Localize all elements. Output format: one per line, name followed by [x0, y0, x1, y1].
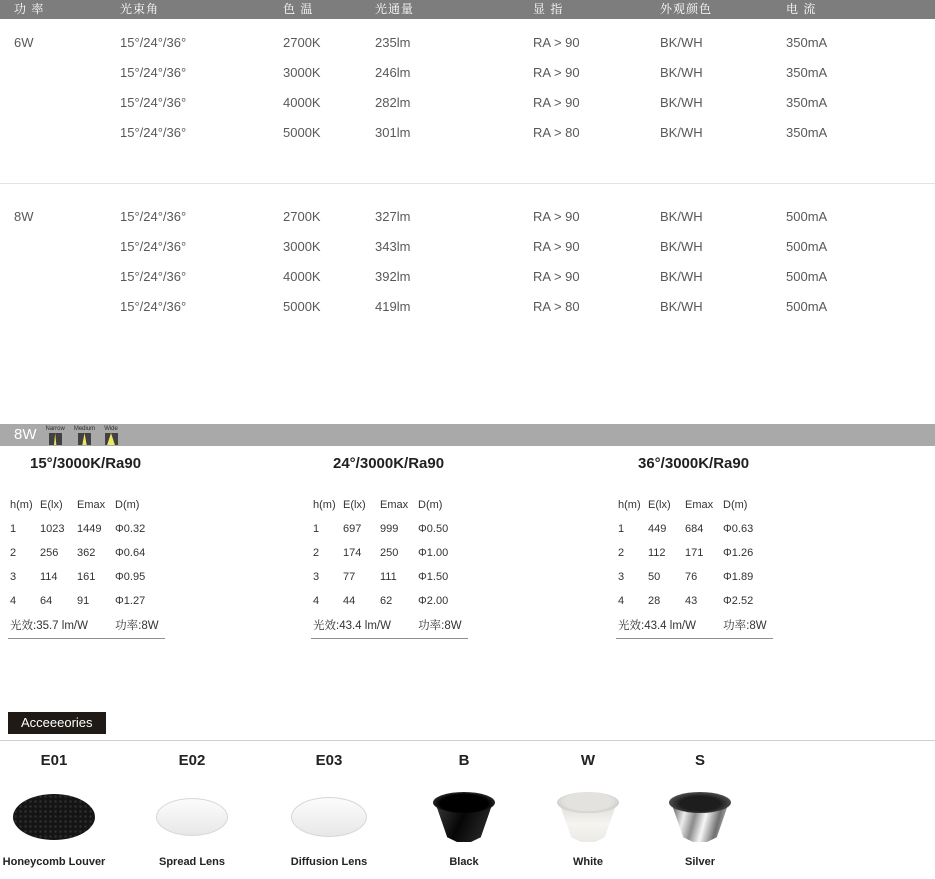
table-row — [0, 517, 300, 541]
photometric-header-row — [0, 493, 300, 517]
current-cell: 500mA — [786, 209, 828, 224]
spec-group-8w — [0, 202, 935, 322]
col-header-emax: Emax — [685, 499, 714, 511]
cri-cell: RA > 80 — [533, 299, 580, 314]
photometric-table-24deg — [303, 455, 603, 639]
photometric-table-36deg — [608, 455, 908, 639]
table-row — [0, 262, 935, 292]
d-cell: Φ2.00 — [418, 595, 449, 607]
photometric-footer — [311, 617, 468, 639]
accessory-item-e02 — [127, 752, 257, 868]
accessory-caption: Silver — [685, 856, 715, 868]
emax-cell: 43 — [685, 595, 698, 607]
h-cell: 1 — [618, 523, 625, 535]
d-cell: Φ1.00 — [418, 547, 449, 559]
accessory-code: E03 — [315, 752, 343, 769]
accessory-caption: Honeycomb Louver — [2, 856, 106, 868]
emax-cell: 362 — [77, 547, 96, 559]
power-cell — [14, 292, 120, 322]
photometric-footer — [616, 617, 773, 639]
col-header-d: D(m) — [723, 499, 748, 511]
reflector-rim — [669, 792, 731, 813]
accessory-item-w — [523, 752, 653, 868]
accessory-image — [523, 786, 653, 848]
white-reflector-image — [557, 792, 619, 842]
table-row — [0, 232, 935, 262]
col-header-finish: 外观颜色 — [660, 2, 713, 16]
reflector-rim — [557, 792, 619, 813]
table-row — [303, 517, 603, 541]
power-cell — [14, 58, 120, 88]
cct-cell: 4000K — [283, 95, 321, 110]
table-row — [608, 517, 908, 541]
narrow-beam-icon — [49, 433, 62, 445]
e-cell: 77 — [343, 571, 356, 583]
h-cell: 3 — [10, 571, 17, 583]
finish-cell: BK/WH — [660, 239, 703, 254]
cri-cell: RA > 90 — [533, 209, 580, 224]
e-cell: 697 — [343, 523, 362, 535]
table-row — [0, 541, 300, 565]
finish-cell: BK/WH — [660, 299, 703, 314]
photometric-table-title: 15°/3000K/Ra90 — [30, 455, 142, 472]
table-row — [0, 589, 300, 613]
beam-triangle — [105, 433, 118, 445]
finish-cell: BK/WH — [660, 65, 703, 80]
col-header-h: h(m) — [313, 499, 336, 511]
accessory-code: E01 — [40, 752, 68, 769]
beam-angle-cell: 15°/24°/36° — [120, 125, 187, 140]
reflector-rim — [433, 792, 495, 813]
spec-table-header — [0, 0, 935, 19]
d-cell: Φ2.52 — [723, 595, 754, 607]
beam-angle-cell: 15°/24°/36° — [120, 239, 187, 254]
accessory-code: E02 — [178, 752, 206, 769]
emax-cell: 999 — [380, 523, 399, 535]
photometric-table-title: 36°/3000K/Ra90 — [638, 455, 750, 472]
emax-cell: 171 — [685, 547, 704, 559]
cct-cell: 2700K — [283, 35, 321, 50]
cct-cell: 5000K — [283, 299, 321, 314]
col-header-emax: Emax — [380, 499, 409, 511]
emax-cell: 684 — [685, 523, 704, 535]
d-cell: Φ0.64 — [115, 547, 146, 559]
photometric-section — [0, 455, 935, 655]
current-cell: 500mA — [786, 239, 828, 254]
flux-cell: 282lm — [375, 95, 411, 110]
e-cell: 112 — [648, 547, 666, 559]
current-cell: 350mA — [786, 95, 828, 110]
col-header-d: D(m) — [115, 499, 140, 511]
col-header-cct: 色 温 — [283, 2, 314, 16]
table-row — [0, 28, 935, 58]
power-cell — [14, 232, 120, 262]
beam-angle-cell: 15°/24°/36° — [120, 299, 187, 314]
table-row — [303, 565, 603, 589]
current-cell: 500mA — [786, 269, 828, 284]
emax-cell: 76 — [685, 571, 698, 583]
cct-cell: 5000K — [283, 125, 321, 140]
e-cell: 256 — [40, 547, 59, 559]
e-cell: 64 — [40, 595, 53, 607]
emax-cell: 1449 — [77, 523, 102, 535]
col-header-h: h(m) — [10, 499, 33, 511]
photometric-header-row — [608, 493, 908, 517]
accessory-code: S — [694, 752, 705, 769]
cct-cell: 4000K — [283, 269, 321, 284]
flux-cell: 343lm — [375, 239, 411, 254]
power-cell: 8W — [14, 209, 34, 224]
cri-cell: RA > 90 — [533, 95, 580, 110]
honeycomb-louver-image — [13, 794, 95, 840]
flux-cell: 235lm — [375, 35, 411, 50]
beam-angle-cell: 15°/24°/36° — [120, 209, 187, 224]
diffusion-lens-image — [291, 797, 367, 837]
table-row — [0, 118, 935, 148]
col-header-e: E(lx) — [343, 499, 366, 511]
efficacy-text: 光效:43.4 lm/W — [313, 620, 391, 632]
beam-section-bar — [0, 424, 935, 446]
accessory-caption: Diffusion Lens — [290, 856, 368, 868]
cri-cell: RA > 90 — [533, 65, 580, 80]
power-cell: 6W — [14, 35, 34, 50]
beam-icon-label: Narrow — [45, 426, 65, 432]
table-row — [0, 58, 935, 88]
power-text: 功率:8W — [115, 620, 159, 632]
table-row — [303, 541, 603, 565]
flux-cell: 246lm — [375, 65, 411, 80]
beam-triangle — [78, 433, 91, 445]
table-row — [0, 565, 300, 589]
h-cell: 2 — [10, 547, 17, 559]
spread-lens-image — [156, 798, 228, 836]
flux-cell: 327lm — [375, 209, 411, 224]
cri-cell: RA > 90 — [533, 269, 580, 284]
flux-cell: 419lm — [375, 299, 411, 314]
emax-cell: 161 — [77, 571, 96, 583]
finish-cell: BK/WH — [660, 125, 703, 140]
table-row — [0, 292, 935, 322]
current-cell: 350mA — [786, 125, 828, 140]
beam-angle-cell: 15°/24°/36° — [120, 95, 187, 110]
accessory-caption: Black — [449, 856, 479, 868]
photometric-table-title: 24°/3000K/Ra90 — [333, 455, 445, 472]
h-cell: 3 — [618, 571, 625, 583]
table-row — [608, 541, 908, 565]
accessory-item-e01 — [0, 752, 119, 868]
beam-angle-cell: 15°/24°/36° — [120, 65, 187, 80]
h-cell: 4 — [10, 595, 17, 607]
beam-angle-cell: 15°/24°/36° — [120, 269, 187, 284]
accessory-image — [0, 786, 119, 848]
h-cell: 2 — [618, 547, 625, 559]
beam-triangle — [49, 433, 62, 445]
table-row — [0, 202, 935, 232]
col-header-beam-angle: 光束角 — [120, 2, 160, 16]
current-cell: 500mA — [786, 299, 828, 314]
e-cell: 50 — [648, 571, 661, 583]
table-row — [608, 565, 908, 589]
e-cell: 44 — [343, 595, 356, 607]
divider — [0, 740, 935, 741]
efficacy-text: 光效:43.4 lm/W — [618, 620, 696, 632]
cct-cell: 2700K — [283, 209, 321, 224]
cri-cell: RA > 90 — [533, 35, 580, 50]
finish-cell: BK/WH — [660, 209, 703, 224]
accessory-image — [264, 786, 394, 848]
h-cell: 2 — [313, 547, 320, 559]
accessory-item-e03 — [264, 752, 394, 868]
medium-beam-icon — [78, 433, 91, 445]
power-cell — [14, 262, 120, 292]
power-cell — [14, 118, 120, 148]
d-cell: Φ1.27 — [115, 595, 146, 607]
power-text: 功率:8W — [418, 620, 462, 632]
col-header-current: 电 流 — [786, 2, 817, 16]
beam-bar-power-label: 8W — [14, 426, 37, 443]
beam-option-wide — [104, 426, 118, 445]
cri-cell: RA > 80 — [533, 125, 580, 140]
d-cell: Φ0.32 — [115, 523, 146, 535]
e-cell: 174 — [343, 547, 362, 559]
accessory-item-b — [399, 752, 529, 868]
beam-icon-label: Wide — [104, 426, 118, 432]
table-row — [608, 589, 908, 613]
col-header-e: E(lx) — [40, 499, 63, 511]
col-header-cri: 显 指 — [533, 2, 564, 16]
black-reflector-image — [433, 792, 495, 842]
flux-cell: 301lm — [375, 125, 411, 140]
beam-option-narrow — [46, 426, 65, 445]
photometric-table-15deg — [0, 455, 300, 639]
cct-cell: 3000K — [283, 239, 321, 254]
d-cell: Φ0.50 — [418, 523, 449, 535]
efficacy-text: 光效:35.7 lm/W — [10, 620, 88, 632]
accessory-caption: White — [573, 856, 603, 868]
d-cell: Φ1.50 — [418, 571, 449, 583]
h-cell: 3 — [313, 571, 320, 583]
accessory-item-s — [635, 752, 765, 868]
e-cell: 28 — [648, 595, 661, 607]
col-header-emax: Emax — [77, 499, 106, 511]
col-header-d: D(m) — [418, 499, 443, 511]
divider — [0, 183, 935, 184]
finish-cell: BK/WH — [660, 35, 703, 50]
table-row — [0, 88, 935, 118]
emax-cell: 91 — [77, 595, 90, 607]
beam-icons-group — [46, 425, 118, 445]
h-cell: 4 — [313, 595, 320, 607]
beam-icon-label: Medium — [73, 426, 96, 432]
col-header-h: h(m) — [618, 499, 641, 511]
wide-beam-icon — [105, 433, 118, 445]
accessory-code: B — [458, 752, 470, 769]
spec-group-6w — [0, 28, 935, 148]
accessories-title-badge: Acceeeories — [8, 712, 106, 734]
accessory-code: W — [580, 752, 596, 769]
e-cell: 449 — [648, 523, 667, 535]
accessory-caption: Spread Lens — [158, 856, 226, 868]
table-row — [303, 589, 603, 613]
finish-cell: BK/WH — [660, 269, 703, 284]
accessory-image — [399, 786, 529, 848]
beam-angle-cell: 15°/24°/36° — [120, 35, 187, 50]
power-cell — [14, 88, 120, 118]
current-cell: 350mA — [786, 35, 828, 50]
col-header-flux: 光通量 — [375, 2, 415, 16]
power-text: 功率:8W — [723, 620, 767, 632]
d-cell: Φ0.63 — [723, 523, 754, 535]
photometric-header-row — [303, 493, 603, 517]
flux-cell: 392lm — [375, 269, 411, 284]
h-cell: 4 — [618, 595, 625, 607]
emax-cell: 111 — [380, 571, 397, 583]
e-cell: 114 — [40, 571, 58, 583]
d-cell: Φ1.89 — [723, 571, 754, 583]
e-cell: 1023 — [40, 523, 65, 535]
accessory-image — [127, 786, 257, 848]
beam-option-medium — [74, 426, 95, 445]
d-cell: Φ0.95 — [115, 571, 146, 583]
cct-cell: 3000K — [283, 65, 321, 80]
cri-cell: RA > 90 — [533, 239, 580, 254]
emax-cell: 62 — [380, 595, 393, 607]
d-cell: Φ1.26 — [723, 547, 754, 559]
photometric-footer — [8, 617, 165, 639]
col-header-power: 功 率 — [14, 2, 45, 16]
current-cell: 350mA — [786, 65, 828, 80]
finish-cell: BK/WH — [660, 95, 703, 110]
col-header-e: E(lx) — [648, 499, 671, 511]
h-cell: 1 — [313, 523, 320, 535]
emax-cell: 250 — [380, 547, 399, 559]
silver-reflector-image — [669, 792, 731, 842]
accessory-image — [635, 786, 765, 848]
h-cell: 1 — [10, 523, 17, 535]
